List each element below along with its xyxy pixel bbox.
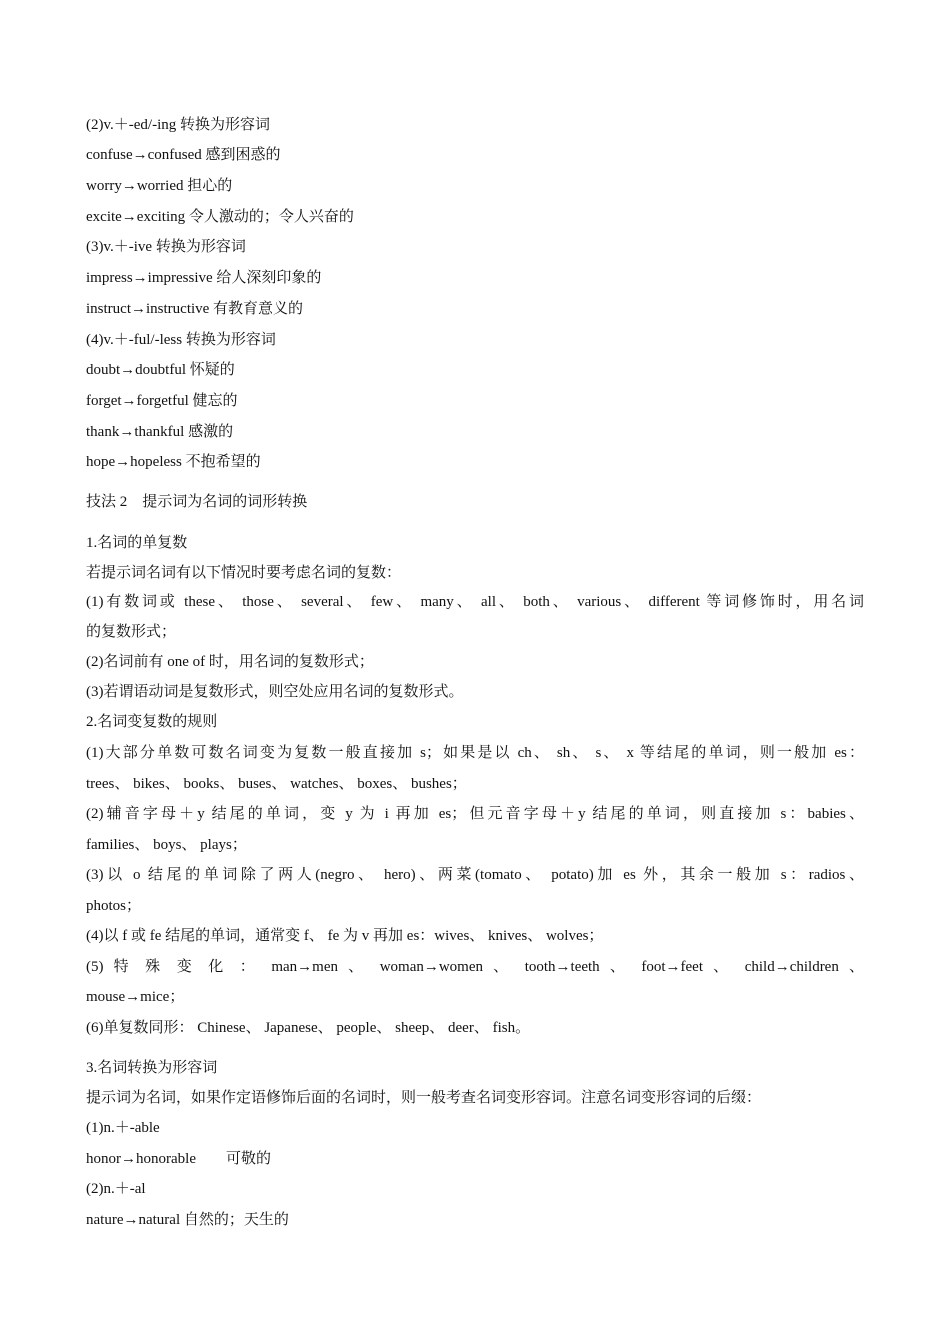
text-line: thank→thankful 感激的 <box>86 424 234 440</box>
text-line: 若提示词名词有以下情况时要考虑名词的复数： <box>86 565 402 581</box>
text-line: (6)单复数同形： Chinese、 Japanese、 people、 sheep、 deer、 fish。 <box>86 1020 531 1036</box>
text-line: honor→honorable 可敬的 <box>86 1151 271 1167</box>
text-line: (1)大部分单数可数名词变为复数一般直接加 s；如果是以 ch、 sh、 s、 x 等结尾的单词，则一般加 es： <box>86 745 864 761</box>
text-line: 提示词为名词，如果作定语修饰后面的名词时，则一般考查名词变形容词。注意名词变形容词的后缀： <box>86 1090 762 1106</box>
text-line: impress→impressive 给人深刻印象的 <box>86 270 322 286</box>
text-line: photos； <box>86 898 142 914</box>
text-line: families、 boys、 plays； <box>86 837 247 853</box>
text-line: (3)若谓语动词是复数形式，则空处应用名词的复数形式。 <box>86 684 464 700</box>
text-line: forget→forgetful 健忘的 <box>86 393 238 409</box>
text-line: instruct→instructive 有教育意义的 <box>86 301 304 317</box>
text-line: (2)名词前有 one of 时，用名词的复数形式； <box>86 654 374 670</box>
text-line: 1.名词的单复数 <box>86 535 188 551</box>
text-line: excite→exciting 令人激动的；令人兴奋的 <box>86 209 354 225</box>
text-line: (3)v.＋-ive 转换为形容词 <box>86 239 246 255</box>
text-line: (1)有数词或 these、 those、 several、 few、 many、 all、 both、 various、 different 等词修饰时，用名词 <box>86 594 864 610</box>
text-line: (4)以 f 或 fe 结尾的单词，通常变 f、 fe 为 v 再加 es：wives、 knives、 wolves； <box>86 928 604 944</box>
text-line: 的复数形式； <box>86 624 177 640</box>
text-line: (1)n.＋-able <box>86 1120 160 1136</box>
text-line: mouse→mice； <box>86 989 185 1005</box>
text-line: nature→natural 自然的；天生的 <box>86 1212 289 1228</box>
text-line: trees、 bikes、 books、 buses、 watches、 boxes、 bushes； <box>86 776 467 792</box>
text-line: confuse→confused 感到困惑的 <box>86 147 281 163</box>
text-line: 技法 2 提示词为名词的词形转换 <box>86 494 308 510</box>
text-line: hope→hopeless 不抱希望的 <box>86 454 261 470</box>
text-line: (4)v.＋-ful/-less 转换为形容词 <box>86 332 276 348</box>
text-line: 2.名词变复数的规则 <box>86 714 218 730</box>
text-line: (5) 特 殊 变 化 ： man→men 、 woman→women 、 tooth→teeth 、 foot→feet 、 child→children 、 <box>86 959 864 975</box>
text-line: (3)以 o 结尾的单词除了两人(negro、 hero)、两菜(tomato、 potato)加 es 外，其余一般加 s：radios、 <box>86 867 864 883</box>
text-line: (2)辅音字母＋y 结尾的单词，变 y 为 i 再加 es；但元音字母＋y 结尾的单词，则直接加 s：babies、 <box>86 806 864 822</box>
text-line: 3.名词转换为形容词 <box>86 1060 218 1076</box>
text-line: (2)n.＋-al <box>86 1181 146 1197</box>
text-line: doubt→doubtful 怀疑的 <box>86 362 235 378</box>
text-line: worry→worried 担心的 <box>86 178 233 194</box>
text-line: (2)v.＋-ed/-ing 转换为形容词 <box>86 117 270 133</box>
